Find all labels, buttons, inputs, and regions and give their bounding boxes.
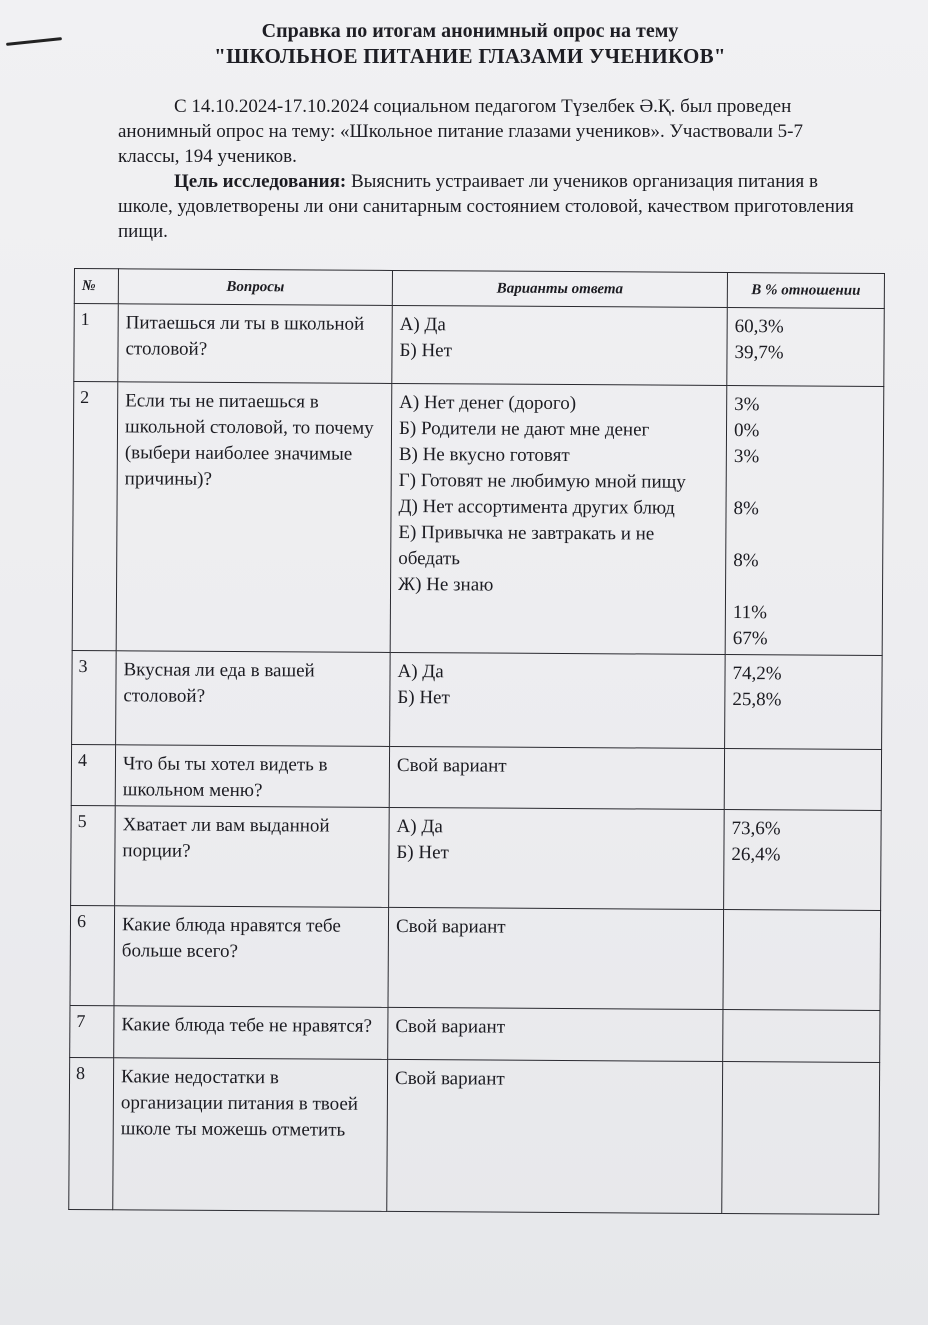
percent-value: 67% — [732, 628, 768, 650]
answer-option: Е) Привычка не завтракать и не обедать — [398, 521, 655, 570]
percent-value: 25,8% — [732, 689, 782, 711]
percent-value: 8% — [733, 498, 759, 520]
percent-spacer — [734, 470, 876, 497]
percent-value: 39,7% — [734, 342, 784, 364]
table-row — [70, 1005, 880, 1062]
goal-label: Цель исследования: — [174, 171, 347, 192]
row-number: 1 — [74, 304, 118, 382]
question-cell: Хватает ли вам выданной порции? — [115, 806, 390, 908]
answers-cell — [387, 1059, 723, 1213]
percent-cell — [725, 654, 883, 749]
row-number: 3 — [72, 650, 117, 744]
table-row — [74, 304, 884, 387]
table-row — [72, 650, 883, 749]
intro-paragraph-text: С 14.10.2024-17.10.2024 социальном педагогом Түзелбек Ә.Қ. был проведен анонимный опрос на тему: «Школьное питание глазами учеников». Участвовали 5-7 классы, 194 учеников. — [118, 96, 804, 167]
answers-cell — [390, 652, 726, 748]
answer-option: Свой вариант — [395, 1015, 506, 1038]
row-number: 2 — [72, 382, 118, 651]
percent-value: 60,3% — [734, 316, 784, 338]
percent-spacer — [733, 574, 875, 601]
answers-cell — [389, 746, 724, 809]
answer-option: А) Нет денег (дорого) — [399, 391, 577, 415]
percent-value: 0% — [733, 420, 760, 442]
table-row — [70, 905, 881, 1010]
percent-cell — [723, 909, 881, 1010]
row-number: 8 — [69, 1057, 114, 1209]
header-questions: Вопросы — [118, 269, 392, 306]
answer-option: А) Да — [399, 313, 446, 336]
row-number: 6 — [70, 905, 115, 1005]
answer-option: Свой вариант — [396, 754, 507, 777]
row-number: 4 — [71, 744, 115, 805]
answers-cell — [388, 907, 724, 1009]
percent-value: 11% — [732, 602, 768, 624]
percent-value: 73,6% — [731, 818, 781, 840]
intro-paragraph — [118, 94, 858, 169]
percent-cell — [725, 385, 884, 655]
answer-option: А) Да — [396, 815, 443, 838]
percent-value: 3% — [734, 394, 760, 416]
answer-option: В) Не вкусно готовят — [398, 443, 570, 467]
percent-spacer — [733, 522, 875, 549]
answers-cell — [388, 1007, 723, 1061]
percent-cell — [727, 307, 884, 386]
question-cell: Что бы ты хотел видеть в школьном меню? — [115, 745, 389, 808]
table-row — [69, 1057, 880, 1214]
answer-option: Ж) Не знаю — [398, 573, 494, 596]
percent-value: 74,2% — [732, 663, 782, 685]
answer-option: Б) Нет — [397, 686, 450, 709]
document-title-line2: "ШКОЛЬНОЕ ПИТАНИЕ ГЛАЗАМИ УЧЕНИКОВ" — [214, 44, 726, 68]
goal-text: Выяснить устраивает ли учеников организация питания в школе, удовлетворены ли они санитарным состоянием столовой, качеством приготовления пищи. — [118, 171, 854, 242]
survey-results-table — [68, 268, 885, 1215]
percent-cell — [722, 1061, 880, 1214]
answer-option: Б) Нет — [396, 841, 449, 864]
question-cell: Питаешься ли ты в школьной столовой? — [118, 304, 392, 384]
percent-cell — [724, 809, 882, 910]
question-cell: Какие блюда тебе не нравятся? — [114, 1006, 388, 1060]
question-cell: Какие блюда нравятся тебе больше всего? — [114, 906, 389, 1008]
intro-text — [118, 94, 858, 244]
question-cell: Вкусная ли еда в вашей столовой? — [116, 651, 391, 747]
answer-option: Свой вариант — [394, 1067, 505, 1090]
answer-option: Б) Родители не дают мне денег — [398, 417, 650, 441]
answer-option: А) Да — [397, 660, 444, 683]
percent-cell — [723, 1009, 880, 1062]
question-cell: Если ты не питаешься в школьной столовой, то почему (выбери наиболее значимые причины)? — [116, 382, 392, 653]
percent-value: 3% — [733, 446, 760, 468]
table-row — [71, 744, 881, 810]
table-header-row — [74, 269, 884, 309]
answer-option: Д) Нет ассортимента других блюд — [398, 495, 675, 519]
answer-option: Б) Нет — [399, 339, 453, 362]
percent-value: 26,4% — [731, 844, 781, 866]
answer-option: Свой вариант — [395, 915, 506, 938]
header-answers: Варианты ответа — [392, 270, 727, 307]
answers-cell — [392, 305, 727, 385]
row-number: 7 — [70, 1005, 114, 1057]
goal-paragraph — [118, 169, 858, 244]
percent-cell — [724, 748, 881, 810]
document-title-line1: Справка по итогам анонимный опрос на тему — [261, 20, 679, 42]
table-row — [71, 805, 882, 910]
answers-cell — [390, 383, 727, 654]
row-number: 5 — [71, 805, 116, 905]
answer-option: Г) Готовят не любимую мной пищу — [398, 469, 686, 493]
header-number: № — [74, 269, 118, 304]
percent-value: 8% — [733, 550, 759, 572]
question-cell: Какие недостатки в организации питания в твоей школе ты можешь отметить — [113, 1058, 388, 1212]
header-percent: В % отношении — [727, 272, 884, 308]
answers-cell — [389, 807, 725, 909]
pen-mark — [6, 37, 62, 46]
table-row — [72, 382, 884, 656]
